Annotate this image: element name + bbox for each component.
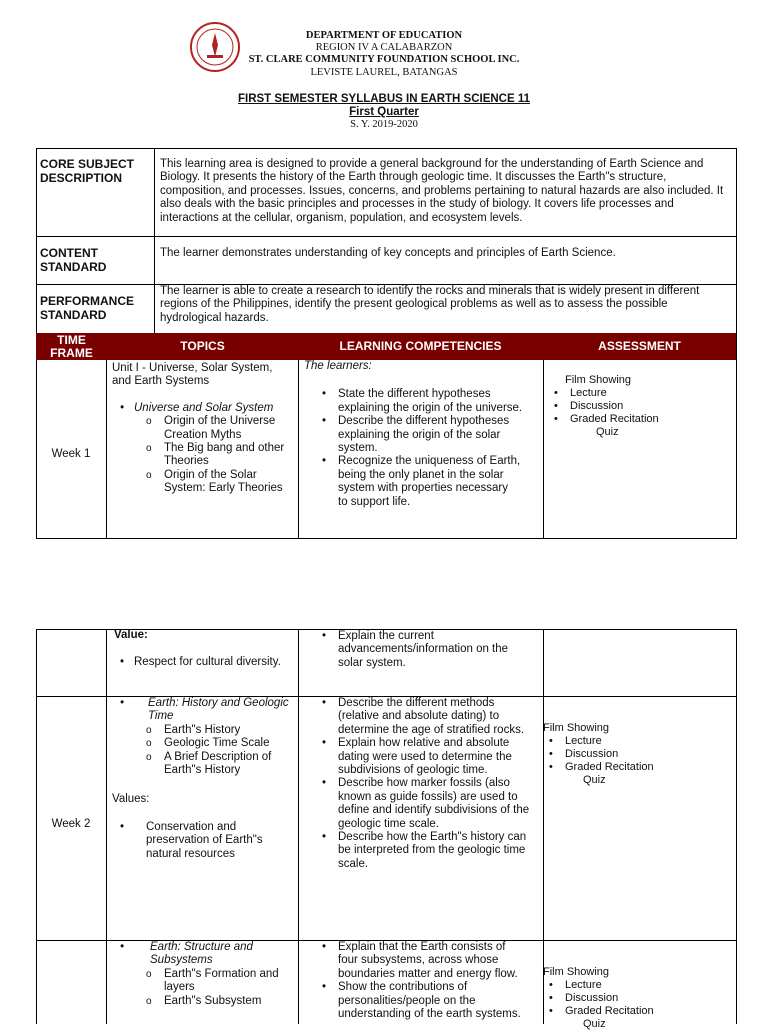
week1-competencies: The learners: • State the different hypotheses explaining the origin of the universe. • Describe the different hypotheses explaining the origin of the solar system. • Recognize the uniqueness of Earth, being the only planet in the solar system with properties necessary to support life. [304, 360, 542, 509]
week2-topics: • Earth: History and Geologic Time o Earth"s History o Geologic Time Scale o A Brief Description of Earth"s History Values: • Conservation and preservation of Earth"s natural resources [112, 697, 298, 861]
week3-competencies: • Explain that the Earth consists of four subsystems, across whose boundaries matter and energy flow. • Show the contributions of personalities/people on the understanding of the earth systems. [304, 941, 542, 1021]
week2-competencies: • Describe the different methods (relative and absolute dating) to determine the age of stratified rocks. • Explain how relative and absolute dating were used to determine the subdivisions of geologic time. • Describe how marker fossils (also known as guide fossils) are used to define and identify subdivisions of the geologic time scale. • Describe how the Earth"s history can be interpreted from the geologic time scale. [304, 697, 542, 871]
week3-topics: • Earth: Structure and Subsystems o Earth"s Formation and layers o Earth"s Subsystem [112, 941, 298, 1008]
value-row-topics: Value: • Respect for cultural diversity. [112, 629, 298, 670]
week1-label: Week 1 [51, 448, 91, 460]
header-region: REGION IV A CALABARZON [315, 42, 453, 53]
syllabus-title: FIRST SEMESTER SYLLABUS IN EARTH SCIENCE 11 [237, 93, 530, 105]
content-standard-label: CONTENT STANDARD [40, 246, 107, 274]
performance-standard-label: PERFORMANCE STANDARD [40, 294, 135, 322]
core-subject-label: CORE SUBJECT DESCRIPTION [40, 157, 135, 185]
header-department: DEPARTMENT OF EDUCATION [305, 30, 463, 41]
week1-assessment: Film Showing • Lecture • Discussion • Graded Recitation Quiz [548, 374, 735, 439]
core-subject-description: This learning area is designed to provide a general background for the understanding of Earth Science and Biology. It presents the history of the Earth through geologic time. It discusses the Earth"s structure, composition, and processes. Issues, concerns, and problems pertaining to natural hazards are also included. It also deals with the basic principles and processes in the study of biology. It covers life processes and interactions at the cellular, organism, population, and ecosystem levels. [160, 158, 724, 224]
header-assessment: ASSESSMENT [543, 333, 736, 360]
header-learning-competencies: LEARNING COMPETENCIES [298, 333, 543, 360]
school-year: S. Y. 2019-2020 [350, 119, 418, 130]
header-time-frame: TIME FRAME [36, 333, 107, 360]
header-address: LEVISTE LAUREL, BATANGAS [310, 67, 458, 78]
header-topics: TOPICS [107, 333, 298, 360]
value-row-competency: • Explain the current advancements/information on the solar system. [304, 630, 542, 670]
week3-assessment: Film Showing • Lecture • Discussion • Graded Recitation Quiz [543, 966, 735, 1031]
week2-label: Week 2 [51, 818, 91, 830]
header-school: ST. CLARE COMMUNITY FOUNDATION SCHOOL INC. [248, 54, 520, 65]
performance-standard-text: The learner is able to create a research to identify the rocks and minerals that is widely present in different regions of the Philippines, identify the present geological problems as well as to assess the possible hydrological hazards. [160, 285, 700, 324]
quarter-title: First Quarter [349, 106, 419, 118]
content-standard-text: The learner demonstrates understanding of key concepts and principles of Earth Science. [160, 247, 616, 259]
week1-topics: Unit I - Universe, Solar System, and Earth Systems • Universe and Solar System o Origin of the Universe Creation Myths o The Big bang and other Theories o Origin of the Solar System: Early Theories [112, 362, 298, 496]
week2-assessment: Film Showing • Lecture • Discussion • Graded Recitation Quiz [543, 722, 735, 787]
